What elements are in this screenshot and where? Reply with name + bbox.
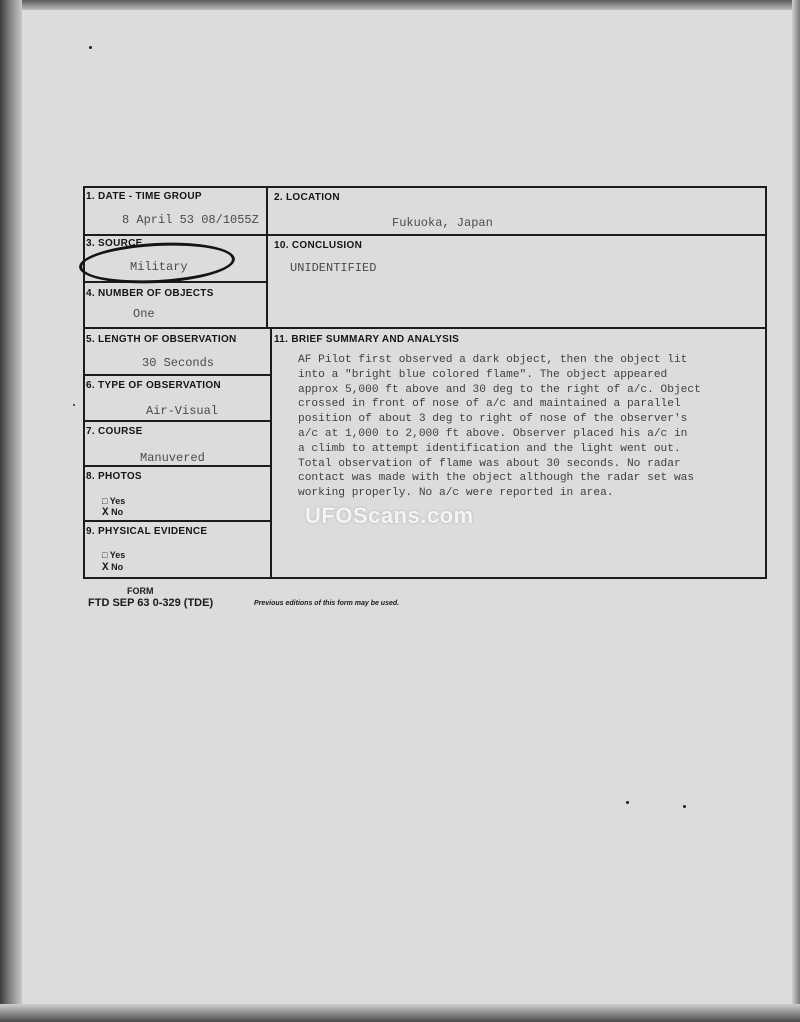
summary-line: AF Pilot first observed a dark object, then the object lit (298, 354, 688, 366)
length-of-observation-value: 30 Seconds (142, 356, 215, 370)
physical-evidence-no-label: No (111, 562, 124, 572)
physical-evidence-label: 9. PHYSICAL EVIDENCE (86, 526, 208, 537)
divider (83, 520, 271, 522)
summary-line: approx 5,000 ft above and 30 deg to the right of a/c. Object (298, 383, 701, 396)
check-mark-icon: X (102, 507, 109, 519)
dust-speck (89, 46, 92, 49)
conclusion-label: 10. CONCLUSION (274, 240, 363, 251)
dust-speck (73, 404, 75, 406)
divider (266, 186, 268, 328)
divider (83, 420, 271, 422)
checkbox-icon: □ (102, 496, 108, 506)
page-edge-right (792, 0, 800, 1022)
summary-line: Total observation of flame was about 30 seconds. No radar (298, 457, 681, 470)
date-time-group-label: 1. DATE - TIME GROUP (86, 191, 202, 202)
physical-evidence-no-option (102, 562, 123, 574)
footer-note: Previous editions of this form may be used. (254, 600, 400, 607)
photos-yes-label: Yes (109, 496, 126, 506)
date-time-group-value: 8 April 53 08/1055Z (122, 213, 259, 227)
divider (83, 465, 271, 467)
check-mark-icon: X (102, 562, 109, 574)
divider (83, 327, 767, 329)
summary-line: crossed in front of nose of a/c and maintained a parallel (298, 398, 681, 411)
source-value: Military (130, 260, 188, 274)
course-label: 7. COURSE (86, 426, 143, 437)
summary-line: a climb to attempt identification and the light went out. (298, 442, 681, 455)
dust-speck (626, 801, 629, 804)
summary-line: working properly. No a/c were reported in area. (298, 487, 614, 500)
course-value: Manuvered (140, 451, 205, 465)
divider (270, 328, 272, 579)
type-of-observation-value: Air-Visual (146, 404, 219, 418)
type-of-observation-label: 6. TYPE OF OBSERVATION (86, 380, 221, 391)
source-label: 3. SOURCE (86, 238, 143, 249)
photos-label: 8. PHOTOS (86, 471, 142, 482)
summary-line: a/c at 1,000 to 2,000 ft above. Observer placed his a/c in (298, 427, 688, 440)
page-edge-top (0, 0, 800, 10)
page-edge-bottom (0, 1004, 800, 1022)
location-label: 2. LOCATION (274, 192, 340, 203)
photos-no-option (102, 507, 123, 519)
physical-evidence-yes-label: Yes (109, 550, 126, 560)
footer-form-word: FORM (127, 586, 154, 596)
location-value: Fukuoka, Japan (392, 216, 493, 230)
number-of-objects-label: 4. NUMBER OF OBJECTS (86, 288, 214, 299)
conclusion-value: UNIDENTIFIED (290, 261, 377, 275)
brief-summary-label: 11. BRIEF SUMMARY AND ANALYSIS (274, 334, 460, 345)
brief-summary-text (298, 353, 768, 501)
divider (83, 374, 271, 376)
summary-line: contact was made with the object although the radar set was (298, 472, 695, 485)
length-of-observation-label: 5. LENGTH OF OBSERVATION (86, 334, 237, 345)
summary-line: into a "bright blue colored flame". The object appeared (298, 368, 668, 381)
watermark: UFOScans.com (305, 503, 474, 528)
photos-no-label: No (111, 507, 124, 517)
physical-evidence-yes-option (102, 550, 125, 560)
page-edge-left (0, 0, 22, 1022)
summary-line: position of about 3 deg to right of nose of the observer's (298, 413, 688, 426)
footer-form-id: FTD SEP 63 0-329 (TDE) (88, 597, 214, 609)
photos-yes-option (102, 496, 125, 506)
divider (83, 234, 767, 236)
checkbox-icon: □ (102, 550, 108, 560)
number-of-objects-value: One (133, 307, 155, 321)
dust-speck (683, 805, 686, 808)
